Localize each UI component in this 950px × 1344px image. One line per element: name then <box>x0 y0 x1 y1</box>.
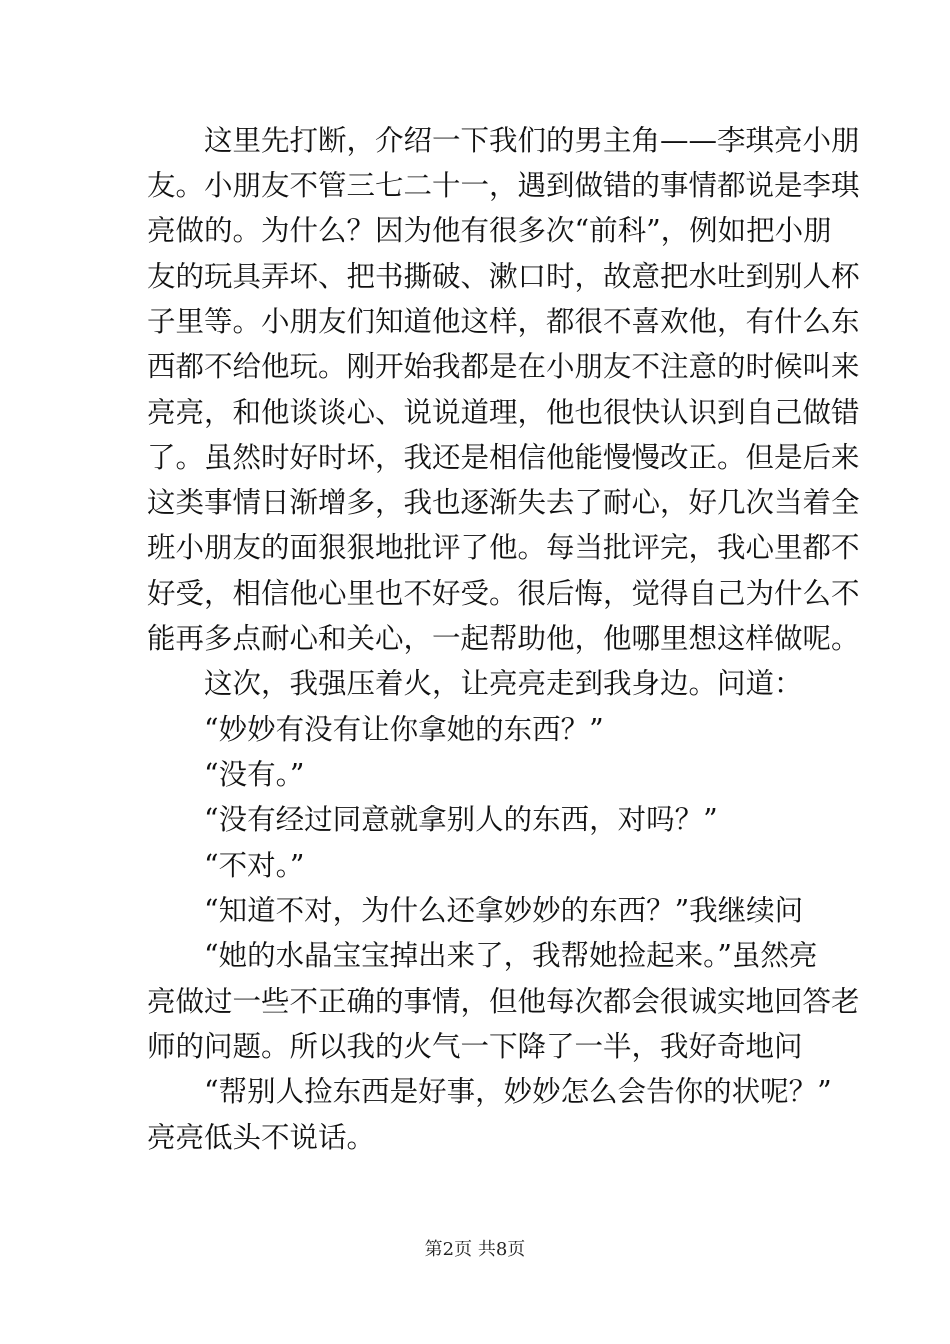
dialogue-line: “妙妙有没有让你拿她的东西？” <box>147 713 604 746</box>
paragraph-line: 友。小朋友不管三七二十一，遇到做错的事情都说是李琪 <box>147 169 860 202</box>
paragraph-line: 西都不给他玩。刚开始我都是在小朋友不注意的时候叫来 <box>147 350 860 383</box>
paragraph-line: 师的问题。所以我的火气一下降了一半，我好奇地问 <box>147 1030 803 1063</box>
paragraph-line: 子里等。小朋友们知道他这样，都很不喜欢他，有什么东 <box>147 305 860 338</box>
paragraph-line: 亮做的。为什么？因为他有很多次“前科”，例如把小朋 <box>147 214 832 247</box>
page-number-footer: 第2页 共8页 <box>424 1239 526 1260</box>
dialogue-line: “帮别人捡东西是好事，妙妙怎么会告你的状呢？” <box>147 1075 832 1108</box>
paragraph-line: 能再多点耐心和关心，一起帮助他，他哪里想这样做呢。 <box>147 622 860 655</box>
dialogue-line: “她的水晶宝宝掉出来了，我帮她捡起来。”虽然亮 <box>147 939 818 972</box>
paragraph-line: 这次，我强压着火，让亮亮走到我身边。问道： <box>147 667 803 700</box>
paragraph-line: 友的玩具弄坏、把书撕破、漱口时，故意把水吐到别人杯 <box>147 260 860 293</box>
paragraph-line: 班小朋友的面狠狠地批评了他。每当批评完，我心里都不 <box>147 531 860 564</box>
paragraph-line: 了。虽然时好时坏，我还是相信他能慢慢改正。但是后来 <box>147 441 860 474</box>
paragraph-line: 好受，相信他心里也不好受。很后悔，觉得自己为什么不 <box>147 577 860 610</box>
paragraph-line: 亮亮，和他谈谈心、说说道理，他也很快认识到自己做错 <box>147 396 860 429</box>
paragraph-line: 亮做过一些不正确的事情，但他每次都会很诚实地回答老 <box>147 985 860 1018</box>
dialogue-line: “知道不对，为什么还拿妙妙的东西？”我继续问 <box>147 894 804 927</box>
paragraph-line: 这类事情日渐增多，我也逐渐失去了耐心，好几次当着全 <box>147 486 860 519</box>
paragraph-line: 这里先打断，介绍一下我们的男主角——李琪亮小朋 <box>147 124 860 157</box>
dialogue-line: “不对。” <box>147 849 305 882</box>
dialogue-line: “没有经过同意就拿别人的东西，对吗？” <box>147 803 718 836</box>
dialogue-line: “没有。” <box>147 758 305 791</box>
paragraph-line: 亮亮低头不说话。 <box>147 1121 376 1154</box>
